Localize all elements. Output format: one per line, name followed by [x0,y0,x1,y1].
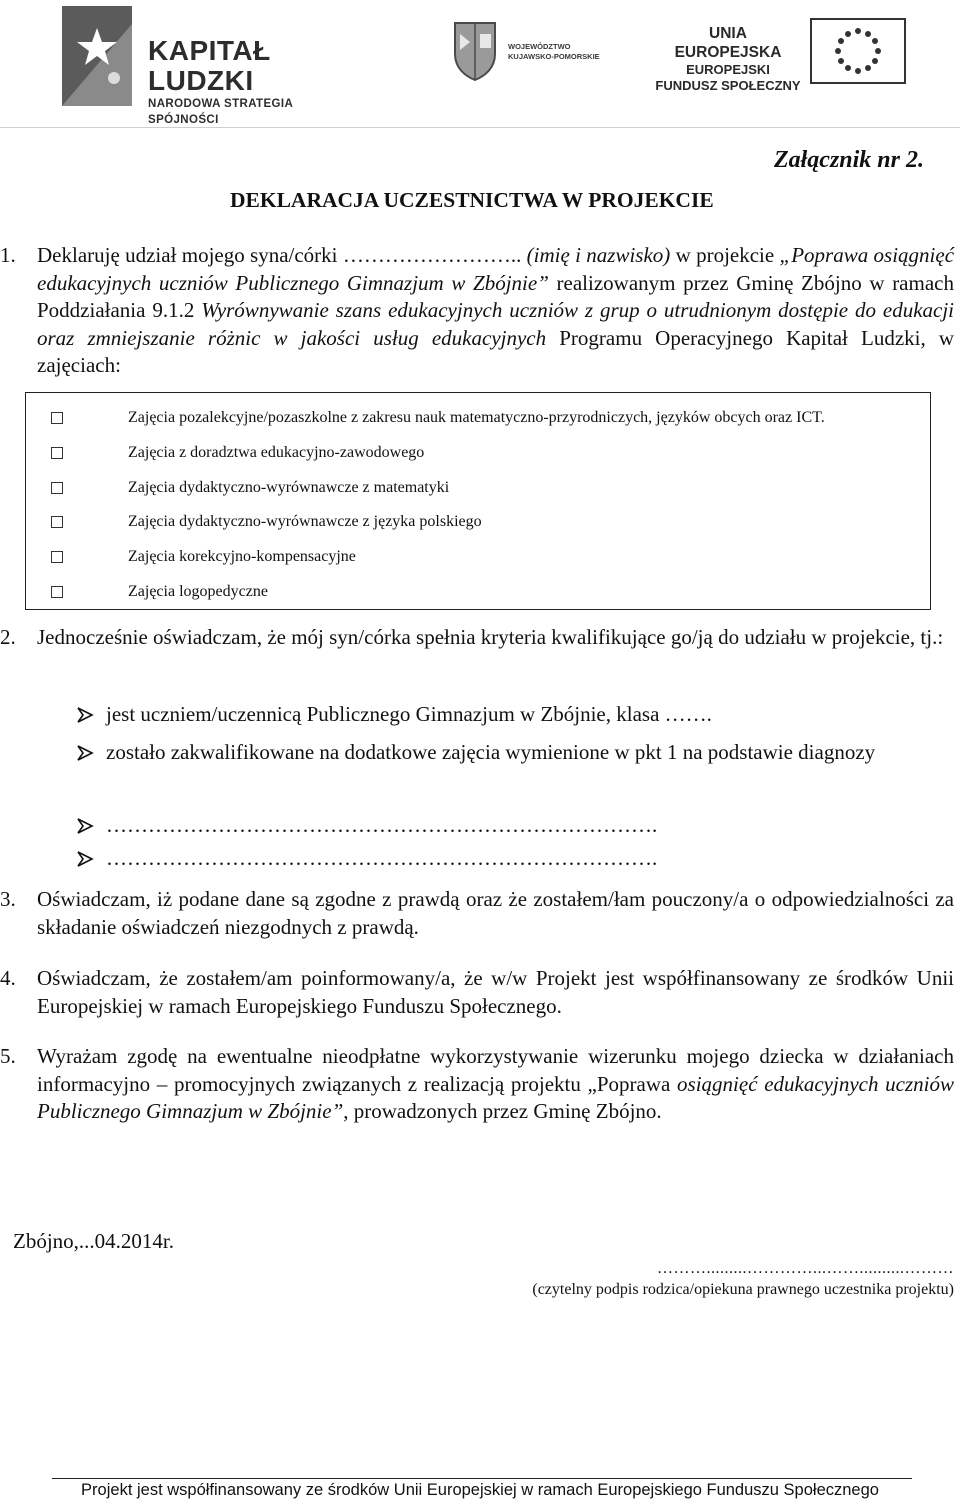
criteria-text: jest uczniem/uczennicą Publicznego Gimnazjum w Zbójnie, klasa ……. [106,702,712,726]
arrow-bullet-icon [76,745,94,761]
header-divider [0,127,960,128]
section-1-subaction-name: Wyrównywanie szans edukacyjnych uczniów z grup o utrudnionym dostępie do edukacji oraz zmniejszanie różnic w jakości usług edukacyjnych [37,298,955,350]
section-1-text-e: realizowanym przez Gminę Zbójno w ramach Poddziałania 9.1.2 [37,270,954,322]
section-5-text-a: Wyrażam zgodę na ewentualne nieodpłatne wykorzystywanie wizerunku mojego dziecka w działaniach informacyjno – promocyjnych związanych z realizacją projektu „Poprawa [37,1044,954,1096]
kapital-ludzki-logo [62,6,362,126]
section-4 [0,965,954,1020]
section-1 [0,242,955,380]
place-date: Zbójno,...04.2014r. [13,1229,174,1253]
section-1-number: 1. [0,243,16,267]
page-title: DEKLARACJA UCZESTNICTWA W PROJEKCIE [230,188,714,212]
criteria-blank: ……………………………………………………………………. [106,846,658,870]
section-2 [0,624,954,652]
section-5 [0,1043,954,1126]
checkbox[interactable] [51,551,63,563]
unia-europejska-logo [654,18,924,98]
section-2-text: Jednocześnie oświadczam, że mój syn/córka spełnia kryteria kwalifikujące go/ją do udziału w projekcie, tj.: [37,625,944,649]
checkbox[interactable] [51,482,63,494]
class-option-label: Zajęcia dydaktyczno-wyrównawcze z matematyki [128,479,450,496]
wojewodztwo-logo [452,14,632,94]
class-option-label: Zajęcia z doradztwa edukacyjno-zawodowego [128,444,425,461]
checkbox[interactable] [51,447,63,459]
section-4-text: Oświadczam, że zostałem/am poinformowany/a, że w/w Projekt jest współfinansowany ze środków Unii Europejskiej w ramach Europejskiego Funduszu Społecznego. [37,966,954,1018]
logo-band [0,0,960,128]
ue-line1: UNIA EUROPEJSKA [674,25,782,61]
wojewodztwo-crest [452,20,498,82]
section-1-text-g: Programu Operacyjnego Kapitał Ludzki, w zajęciach: [37,325,955,377]
ue-line3: FUNDUSZ SPOŁECZNY [655,78,801,93]
section-2-number: 2. [0,625,16,649]
signature-caption: (czytelny podpis rodzica/opiekuna prawnego uczestnika projektu) [532,1281,954,1298]
signature-line: ……….........…………...……..........……… [657,1260,954,1277]
section-4-number: 4. [0,966,16,990]
kapital-ludzki-mark [62,6,132,106]
eu-flag-icon [810,18,906,84]
section-5-text-c: , prowadzonych przez Gminę Zbójno. [343,1099,662,1123]
footer-divider [52,1478,912,1479]
footer-text: Projekt jest współfinansowany ze środków Unii Europejskiej w ramach Europejskiego Funduszu Społecznego [81,1481,879,1499]
class-option-label: Zajęcia pozalekcyjne/pozaszkolne z zakresu nauk matematyczno-przyrodniczych, języków obcych oraz ICT. [128,409,825,426]
kapital-ludzki-subtitle: NARODOWA STRATEGIA SPÓJNOŚCI [148,98,293,126]
criteria-blank: ……………………………………………………………………. [106,813,658,837]
class-option-label: Zajęcia korekcyjno-kompensacyjne [128,548,356,565]
arrow-bullet-icon [76,851,94,867]
annex-label: Załącznik nr 2. [773,147,924,173]
classes-box [25,392,931,610]
arrow-bullet-icon [76,707,94,723]
section-3 [0,886,954,941]
wojewodztwo-line1: WOJEWÓDZTWO [508,42,571,51]
section-3-number: 3. [0,887,16,911]
section-1-text-a: Deklaruję udział mojego syna/córki …………………….. [37,243,522,267]
wojewodztwo-line2: KUJAWSKO-POMORSKIE [508,52,600,61]
section-5-project-name: osiągnięć edukacyjnych uczniów Publicznego Gimnazjum w Zbójnie” [37,1071,954,1123]
checkbox[interactable] [51,412,63,424]
section-1-text-b: (imię i nazwisko) [526,243,671,267]
arrow-bullet-icon [76,818,94,834]
checkbox[interactable] [51,516,63,528]
criteria-text: zostało zakwalifikowane na dodatkowe zajęcia wymienione w pkt 1 na podstawie diagnozy [106,740,876,764]
section-1-project-name: „Poprawa osiągnięć edukacyjnych uczniów Publicznego Gimnazjum w Zbójnie” [37,243,955,295]
class-option-label: Zajęcia logopedyczne [128,583,268,600]
section-5-number: 5. [0,1044,16,1068]
checkbox[interactable] [51,586,63,598]
kapital-ludzki-title: KAPITAŁ LUDZKI [148,35,271,96]
section-1-text-c: w projekcie [675,243,775,267]
section-3-text: Oświadczam, iż podane dane są zgodne z prawdą oraz że zostałem/łam pouczony/a o odpowiedzialności za składanie oświadczeń niezgodnych z prawdą. [37,887,954,939]
class-option-label: Zajęcia dydaktyczno-wyrównawcze z języka polskiego [128,513,482,530]
ue-line2: EUROPEJSKI [686,62,770,77]
